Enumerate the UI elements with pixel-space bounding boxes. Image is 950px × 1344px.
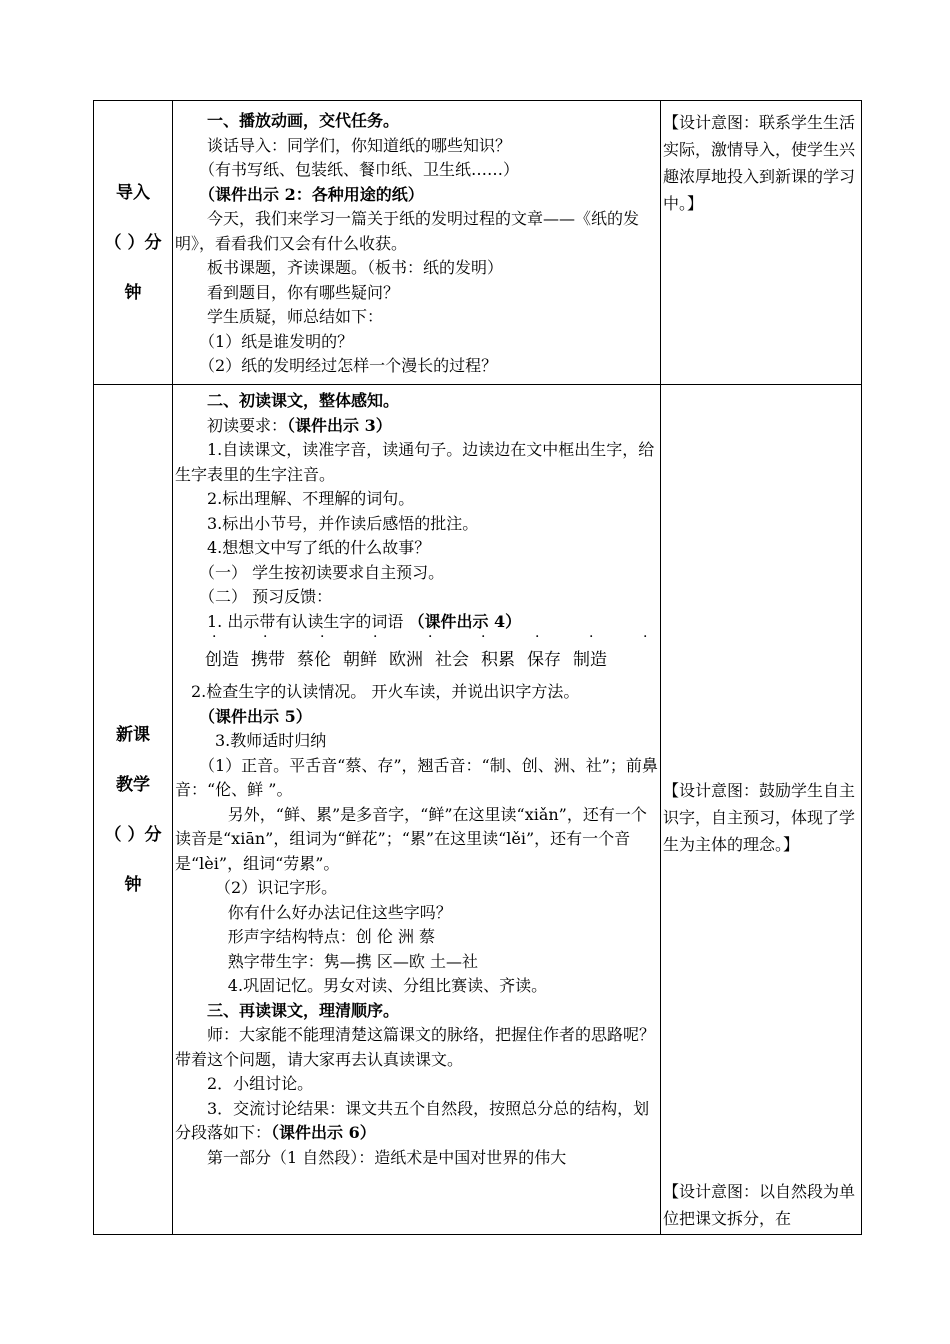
text-line: 4.想想文中写了纸的什么故事？ — [207, 538, 431, 557]
text-line: 2．小组讨论。 — [207, 1074, 314, 1093]
vocab-word: 创造 — [205, 650, 239, 670]
content-cell — [173, 101, 661, 385]
text-line: （二） 预习反馈： — [199, 587, 333, 606]
text-line: 师：大家能不能理清楚这篇课文的脉络，把握住作者的思路呢？带着这个问题，请大家再去认真读课文。 — [175, 1025, 656, 1069]
text-line: 谈话导入：同学们，你知道纸的哪些知识？ — [207, 135, 512, 155]
text-line: 第一部分（1 自然段）：造纸术是中国对世界的伟大 — [207, 1147, 567, 1167]
note-cell — [661, 101, 862, 385]
stage-cell — [94, 101, 173, 385]
vocab-word: 保存 — [527, 650, 561, 670]
emphasis-dots: · · · · · · · · · — [212, 629, 648, 645]
stage-label-line: 钟 — [124, 874, 142, 895]
text-line: 熟字带生字：隽—携 区—欧 土—社 — [227, 951, 478, 971]
stage-label-line: （ ）分 — [104, 824, 162, 845]
table-row — [94, 385, 862, 1235]
text-line: 学生质疑，师总结如下： — [207, 307, 384, 326]
courseware-note: （课件出示 6） — [271, 1123, 376, 1142]
courseware-note: （课件出示 2：各种用途的纸） — [199, 184, 424, 204]
courseware-note: （课件出示 3） — [287, 415, 392, 435]
text-line: （1）正音。平舌音“蔡、存”，翘舌音：“制、创、洲、社”；前鼻音：“伦、鲜 ”。 — [175, 755, 658, 799]
courseware-note: （课件出示 4） — [408, 611, 522, 631]
text-line: （一） 学生按初读要求自主预习。 — [199, 562, 445, 582]
text-line: 板书课题，齐读课题。（板书：纸的发明） — [207, 258, 504, 277]
content-cell — [173, 385, 661, 1235]
section-heading: 二、初读课文，整体感知。 — [207, 391, 400, 410]
vocab-word: 蔡伦 — [297, 650, 331, 670]
vocab-word: 积累 — [481, 650, 515, 670]
note-cell — [661, 385, 862, 1235]
courseware-note: （课件出示 5） — [199, 706, 312, 726]
text-span: 1. 出示带有认读生字的词语 — [207, 611, 409, 631]
stage-label-line: 新课 — [116, 724, 150, 745]
stage-cell — [94, 385, 173, 1235]
text-line: 2.标出理解、不理解的词句。 — [207, 489, 415, 508]
design-intent-note: 【设计意图：联系学生生活实际，激情导入，使学生兴趣浓厚地投入到新课的学习中。】 — [663, 113, 856, 213]
text-line: 4.巩固记忆。男女对读、分组比赛读、齐读。 — [227, 976, 548, 995]
text-line: （有书写纸、包装纸、餐巾纸、卫生纸……） — [199, 160, 520, 179]
text-line: 2.检查生字的认读情况。 开火车读，并说出识字方法。 — [191, 682, 580, 701]
text-line: 今天，我们来学习一篇关于纸的发明过程的文章——《纸的发明》，看看我们又会有什么收获。 — [175, 209, 640, 253]
text-line: 形声字结构特点：创 伦 洲 蔡 — [227, 927, 436, 946]
text-line: 另外，“鲜、累”是多音字，“鲜”在这里读“xiǎn”，还有一个读音是“xiān”，组词为“鲜花”；“累”在这里读“lěi”，还有一个音是“lèi”，组词“劳累”。 — [175, 804, 647, 873]
stage-label-line: 钟 — [124, 282, 142, 303]
stage-label-line: （ ）分 — [104, 232, 162, 253]
text-line: （2）识记字形。 — [215, 878, 338, 897]
text-line — [175, 1097, 660, 1146]
text-span: 3．交流讨论结果：课文共五个自然段，按照总分总的结构，划分段落如下： — [175, 1098, 650, 1142]
section-heading: 三、再读课文，理清顺序。 — [207, 1000, 400, 1020]
text-line: 1.自读课文，读准字音，读通句子。边读边在文中框出生字，给生字表里的生字注音。 — [175, 440, 655, 484]
stage-label — [94, 168, 172, 318]
stage-label-line: 导入 — [116, 182, 150, 203]
text-line: （2）纸的发明经过怎样一个漫长的过程？ — [199, 356, 498, 375]
vocab-word: 社会 — [435, 650, 469, 670]
text-line: 3.标出小节号，并作读后感悟的批注。 — [207, 513, 479, 533]
text-line: 看到题目，你有哪些疑问？ — [207, 282, 400, 302]
table-row — [94, 101, 862, 385]
vocab-word: 欧洲 — [389, 650, 423, 670]
stage-label-line: 教学 — [116, 774, 150, 795]
text-line: （1）纸是谁发明的？ — [199, 331, 354, 351]
design-intent-note: 【设计意图：以自然段为单位把课文拆分，在 — [663, 1182, 856, 1228]
text-line: 你有什么好办法记住这些字吗？ — [227, 902, 452, 922]
lesson-plan-table — [93, 100, 862, 1235]
vocabulary-words — [175, 646, 660, 674]
text-span: 初读要求： — [207, 415, 288, 435]
stage-label — [94, 710, 172, 910]
text-line: 3.教师适时归纳 — [215, 731, 327, 750]
vocab-word: 携带 — [251, 650, 285, 670]
text-line — [175, 610, 660, 635]
section-heading: 一、播放动画，交代任务。 — [207, 111, 400, 130]
vocab-word: 朝鲜 — [343, 650, 377, 670]
vocab-word: 制造 — [573, 650, 607, 670]
design-intent-note: 【设计意图：鼓励学生自主识字，自主预习，体现了学生为主体的理念。】 — [663, 781, 856, 854]
text-line — [175, 414, 660, 439]
